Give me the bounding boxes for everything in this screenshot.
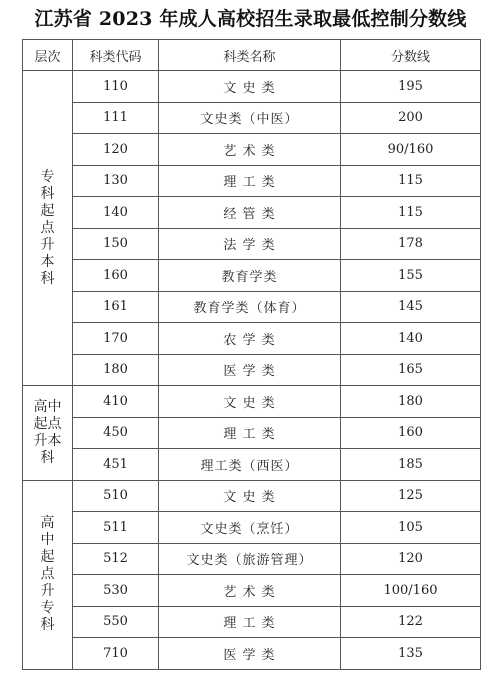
table-row	[23, 197, 481, 229]
code-cell: 160	[73, 260, 159, 292]
code-cell: 510	[73, 480, 159, 512]
code-cell: 110	[73, 71, 159, 103]
code-cell: 111	[73, 102, 159, 134]
level-label-line: 升	[40, 583, 55, 599]
name-cell: 文史类（中医）	[159, 102, 341, 134]
score-cell: 115	[341, 165, 481, 197]
score-cell: 180	[341, 386, 481, 418]
score-cell: 160	[341, 417, 481, 449]
code-cell: 120	[73, 134, 159, 166]
table-row	[23, 386, 481, 418]
code-cell: 170	[73, 323, 159, 355]
score-table	[22, 39, 481, 670]
name-cell: 文 史 类	[159, 71, 341, 103]
score-cell: 195	[341, 71, 481, 103]
level-label-line: 中	[40, 532, 55, 548]
level-label-line: 升	[40, 236, 55, 253]
level-label-line: 起	[40, 549, 55, 565]
table-row	[23, 606, 481, 638]
name-cell: 文史类（烹饪）	[159, 512, 341, 544]
header-level: 层次	[23, 40, 73, 71]
level-label-line: 起	[40, 202, 55, 219]
page-title: 江苏省 2023 年成人高校招生录取最低控制分数线	[34, 8, 467, 30]
table-row	[23, 512, 481, 544]
table-row	[23, 449, 481, 481]
level-label-line: 专	[40, 600, 55, 616]
level-label-line: 高	[40, 515, 55, 531]
name-cell: 医 学 类	[159, 638, 341, 670]
name-cell: 农 学 类	[159, 323, 341, 355]
code-cell: 511	[73, 512, 159, 544]
level-label-line: 科	[40, 449, 55, 466]
code-cell: 550	[73, 606, 159, 638]
code-cell: 410	[73, 386, 159, 418]
table-row	[23, 165, 481, 197]
table-row	[23, 417, 481, 449]
score-cell: 125	[341, 480, 481, 512]
code-cell: 161	[73, 291, 159, 323]
level-label-line: 起点	[33, 415, 62, 432]
name-cell: 文 史 类	[159, 480, 341, 512]
name-cell: 医 学 类	[159, 354, 341, 386]
level-label-line: 科	[40, 617, 55, 633]
score-cell: 155	[341, 260, 481, 292]
header-name: 科类名称	[159, 40, 341, 71]
name-cell: 艺 术 类	[159, 134, 341, 166]
score-cell: 120	[341, 543, 481, 575]
name-cell: 文 史 类	[159, 386, 341, 418]
score-cell: 140	[341, 323, 481, 355]
table-header-row	[23, 40, 481, 71]
level-label-line: 点	[40, 219, 55, 236]
table-row	[23, 543, 481, 575]
table-row	[23, 323, 481, 355]
score-cell: 105	[341, 512, 481, 544]
table-row	[23, 575, 481, 607]
code-cell: 130	[73, 165, 159, 197]
score-cell: 145	[341, 291, 481, 323]
score-cell: 115	[341, 197, 481, 229]
score-cell: 178	[341, 228, 481, 260]
name-cell: 教育学类（体育）	[159, 291, 341, 323]
name-cell: 理 工 类	[159, 165, 341, 197]
score-cell: 100/160	[341, 575, 481, 607]
score-cell: 165	[341, 354, 481, 386]
level-label-line: 本	[40, 253, 55, 270]
name-cell: 艺 术 类	[159, 575, 341, 607]
score-cell: 185	[341, 449, 481, 481]
level-cell	[23, 480, 73, 669]
name-cell: 理工类（西医）	[159, 449, 341, 481]
table-row	[23, 291, 481, 323]
table-row	[23, 480, 481, 512]
level-label-line: 科	[40, 270, 55, 287]
code-cell: 450	[73, 417, 159, 449]
code-cell: 150	[73, 228, 159, 260]
table-row	[23, 260, 481, 292]
table-row	[23, 638, 481, 670]
score-cell: 135	[341, 638, 481, 670]
score-cell: 200	[341, 102, 481, 134]
code-cell: 710	[73, 638, 159, 670]
code-cell: 451	[73, 449, 159, 481]
code-cell: 140	[73, 197, 159, 229]
header-score: 分数线	[341, 40, 481, 71]
level-label-line: 科	[40, 185, 55, 202]
table-row	[23, 354, 481, 386]
score-cell: 122	[341, 606, 481, 638]
table-row	[23, 134, 481, 166]
code-cell: 512	[73, 543, 159, 575]
level-cell	[23, 386, 73, 481]
level-label-line: 专	[40, 168, 55, 185]
table-row	[23, 228, 481, 260]
name-cell: 教育学类	[159, 260, 341, 292]
header-code: 科类代码	[73, 40, 159, 71]
name-cell: 经 管 类	[159, 197, 341, 229]
table-body	[23, 71, 481, 670]
level-label-line: 升本	[33, 432, 62, 449]
code-cell: 530	[73, 575, 159, 607]
table-row	[23, 102, 481, 134]
level-label-line: 点	[40, 566, 55, 582]
level-label-line: 高中	[33, 398, 62, 415]
name-cell: 理 工 类	[159, 606, 341, 638]
name-cell: 法 学 类	[159, 228, 341, 260]
score-cell: 90/160	[341, 134, 481, 166]
table-row	[23, 71, 481, 103]
name-cell: 理 工 类	[159, 417, 341, 449]
level-cell	[23, 71, 73, 386]
name-cell: 文史类（旅游管理）	[159, 543, 341, 575]
code-cell: 180	[73, 354, 159, 386]
